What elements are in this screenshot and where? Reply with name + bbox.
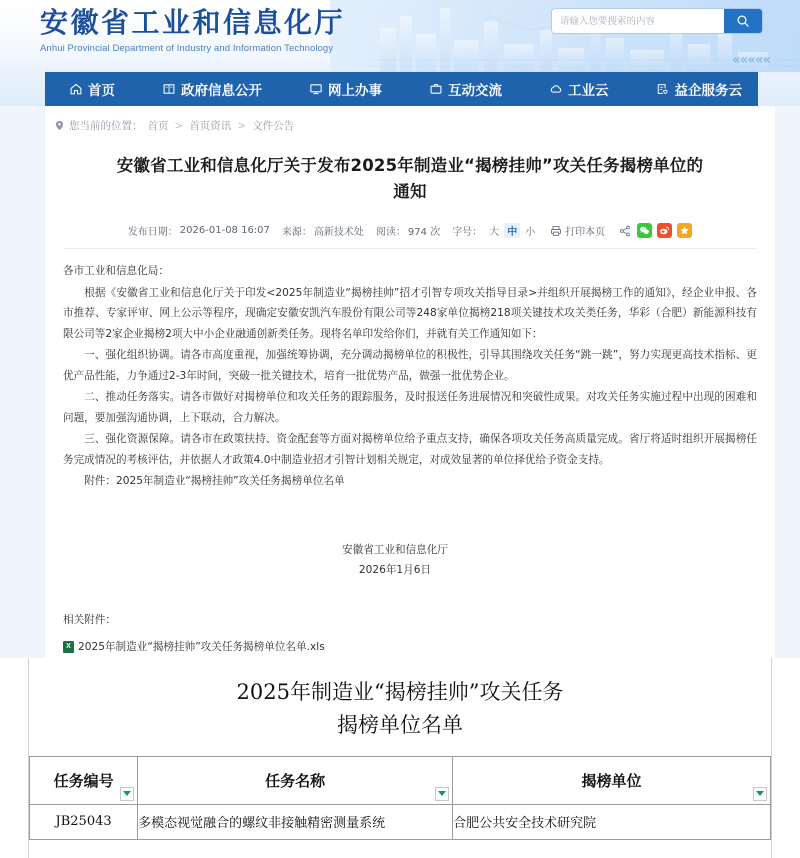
fontsize-label: 字号：	[452, 227, 483, 238]
main-navigation	[45, 72, 758, 106]
search-input[interactable]	[552, 10, 724, 32]
monitor-icon	[309, 82, 323, 96]
cell-task-name: 多模态视觉融合的螺纹非接触精密测量系统	[138, 804, 453, 839]
attachment-reference: 附件：2025年制造业“揭榜挂帅”攻关任务揭榜单位名单	[84, 475, 345, 487]
fontsize-small-button[interactable]: 小	[525, 227, 536, 238]
related-attachment-link[interactable]	[63, 637, 757, 658]
filter-dropdown-icon[interactable]	[120, 787, 134, 801]
attachment-preview	[0, 658, 800, 858]
site-header	[0, 0, 800, 72]
book-icon	[162, 82, 176, 96]
column-header-label: 任务编号	[53, 771, 114, 790]
nav-label: 益企服务云	[674, 83, 742, 99]
article-paragraph: 二、推动任务落实。请各市做好对揭榜单位和攻关任务的跟踪服务，及时报送任务进展情况和突破性成果。对攻关任务实施过程中出现的困难和问题，要加强沟通协调，上下联动，合力解决。	[63, 391, 757, 424]
xls-file-icon: X	[63, 641, 74, 653]
nav-label: 工业云	[568, 83, 609, 99]
column-header-task-name	[138, 756, 453, 804]
spreadsheet-frame	[28, 658, 772, 858]
share-nodes-icon[interactable]	[617, 223, 632, 238]
print-label: 打印本页	[565, 227, 606, 238]
source-value: 高新技术处	[313, 227, 364, 238]
cell-unit: 合肥公共安全技术研究院	[453, 804, 771, 839]
breadcrumb-prefix: 您当前的位置：	[69, 120, 143, 132]
nav-label: 互动交流	[448, 83, 502, 99]
fontsize-large-button[interactable]: 大	[489, 227, 500, 238]
site-logo[interactable]	[40, 6, 345, 55]
publish-date-value: 2026-01-08 16:07	[179, 225, 270, 236]
reads-label: 阅读：	[375, 227, 406, 238]
print-button[interactable]	[550, 223, 605, 238]
list-heart-icon	[656, 82, 670, 96]
article-paragraph: 一、强化组织协调。请各市高度重视，加强统筹协调，充分调动揭榜单位的积极性，引导其围绕攻关任务“跳一跳”，努力实现更高技术指标、更优产品性能，力争通过2-3年时间，突破一批关键技术，培育一批优势产品，做强一批优势企业。	[63, 349, 757, 382]
article-paragraph: 三、强化资源保障。请各市在政策扶持、资金配套等方面对揭榜单位给予重点支持，确保各项攻关任务高质量完成。省厅将适时组织开展揭榜任务完成情况的考核评估，并依据人才政策4.0中制造业招才引智计划相关规定，对成效显著的单位择优给予资金支持。	[63, 433, 757, 466]
signoff-date: 2026年1月6日	[358, 563, 432, 576]
briefcase-icon	[429, 82, 443, 96]
column-header-task-id	[30, 756, 138, 804]
spreadsheet-title-line2: 揭榜单位名单	[337, 712, 463, 737]
table-row	[30, 804, 771, 839]
breadcrumb-item-documents[interactable]: 文件公告	[252, 120, 295, 132]
nav-label: 政府信息公开	[181, 83, 262, 99]
article-signoff	[63, 540, 757, 580]
page-body	[0, 106, 800, 658]
breadcrumb	[45, 106, 775, 143]
related-attachment-name: 2025年制造业“揭榜挂帅”攻关任务揭榜单位名单.xls	[78, 641, 325, 653]
spreadsheet-title-line1: 2025年制造业“揭榜挂帅”攻关任务	[236, 679, 564, 704]
favorite-star-icon[interactable]	[677, 223, 692, 238]
article-salutation: 各市工业和信息化局：	[63, 265, 169, 277]
article-paragraph: 根据《安徽省工业和信息化厅关于印发<2025年制造业“揭榜挂帅”招才引智专项攻关指导目录>并组织开展揭榜工作的通知》，经企业申报、各市推荐、专家评审、网上公示等程序，现确定安徽安凯汽车股份有限公司等248家单位揭榜218项关键技术攻关类任务，华彩（合肥）新能源科技有限公司等2家企业揭榜2项大中小企业融通创新类任务。现将名单印发给你们，并就有关工作通知如下：	[63, 286, 757, 340]
column-header-label: 任务名称	[265, 771, 326, 790]
nav-item-government-info[interactable]	[162, 79, 262, 99]
fontsize-medium-button[interactable]: 中	[504, 223, 520, 238]
article-body	[63, 261, 757, 658]
chevron-decoration-icon: «««««	[732, 52, 770, 68]
cell-task-id: JB25043	[30, 804, 138, 839]
search-bar[interactable]	[552, 9, 762, 33]
breadcrumb-separator: >	[174, 119, 184, 132]
page-title: 安徽省工业和信息化厅关于发布2025年制造业“揭榜挂帅”攻关任务揭榜单位的通知	[116, 156, 704, 201]
nav-shell	[0, 72, 800, 106]
wechat-icon[interactable]	[637, 223, 652, 238]
publish-date-label: 发布日期：	[127, 227, 178, 238]
spreadsheet-title	[29, 658, 771, 756]
source-label: 来源：	[281, 227, 312, 238]
breadcrumb-item-home[interactable]: 首页	[147, 120, 169, 132]
table-header-row	[30, 756, 771, 804]
search-button[interactable]	[724, 9, 762, 33]
column-header-label: 揭榜单位	[581, 771, 642, 790]
breadcrumb-separator: >	[237, 119, 247, 132]
filter-dropdown-icon[interactable]	[435, 787, 449, 801]
article-meta-bar	[45, 223, 775, 238]
column-header-unit	[453, 756, 771, 804]
search-icon	[736, 14, 750, 28]
nav-item-industrial-cloud[interactable]	[549, 79, 609, 99]
site-title-en: Anhui Provincial Department of Industry and Information Technology	[40, 43, 334, 54]
nav-label: 首页	[88, 83, 115, 99]
breadcrumb-item-news[interactable]: 首页资讯	[189, 120, 232, 132]
home-icon	[69, 82, 83, 96]
unit-list-table	[29, 756, 771, 840]
signoff-organization: 安徽省工业和信息化厅	[342, 543, 448, 556]
related-attachments-label: 相关附件：	[63, 613, 116, 626]
weibo-icon[interactable]	[657, 223, 672, 238]
nav-item-online-service[interactable]	[309, 79, 382, 99]
site-title-cn: 安徽省工业和信息化厅	[40, 6, 346, 39]
printer-icon	[550, 225, 562, 237]
reads-value: 974 次	[407, 227, 441, 238]
location-pin-icon	[55, 120, 64, 131]
article-card	[45, 106, 775, 658]
filter-dropdown-icon[interactable]	[753, 787, 767, 801]
fontsize-switcher	[486, 223, 538, 238]
share-icons-group	[617, 223, 692, 238]
cloud-icon	[549, 82, 563, 96]
meta-divider	[63, 248, 757, 249]
nav-item-enterprise-service[interactable]	[656, 79, 743, 99]
nav-item-interaction[interactable]	[429, 79, 502, 99]
nav-label: 网上办事	[328, 83, 382, 99]
nav-item-home[interactable]	[69, 79, 115, 99]
